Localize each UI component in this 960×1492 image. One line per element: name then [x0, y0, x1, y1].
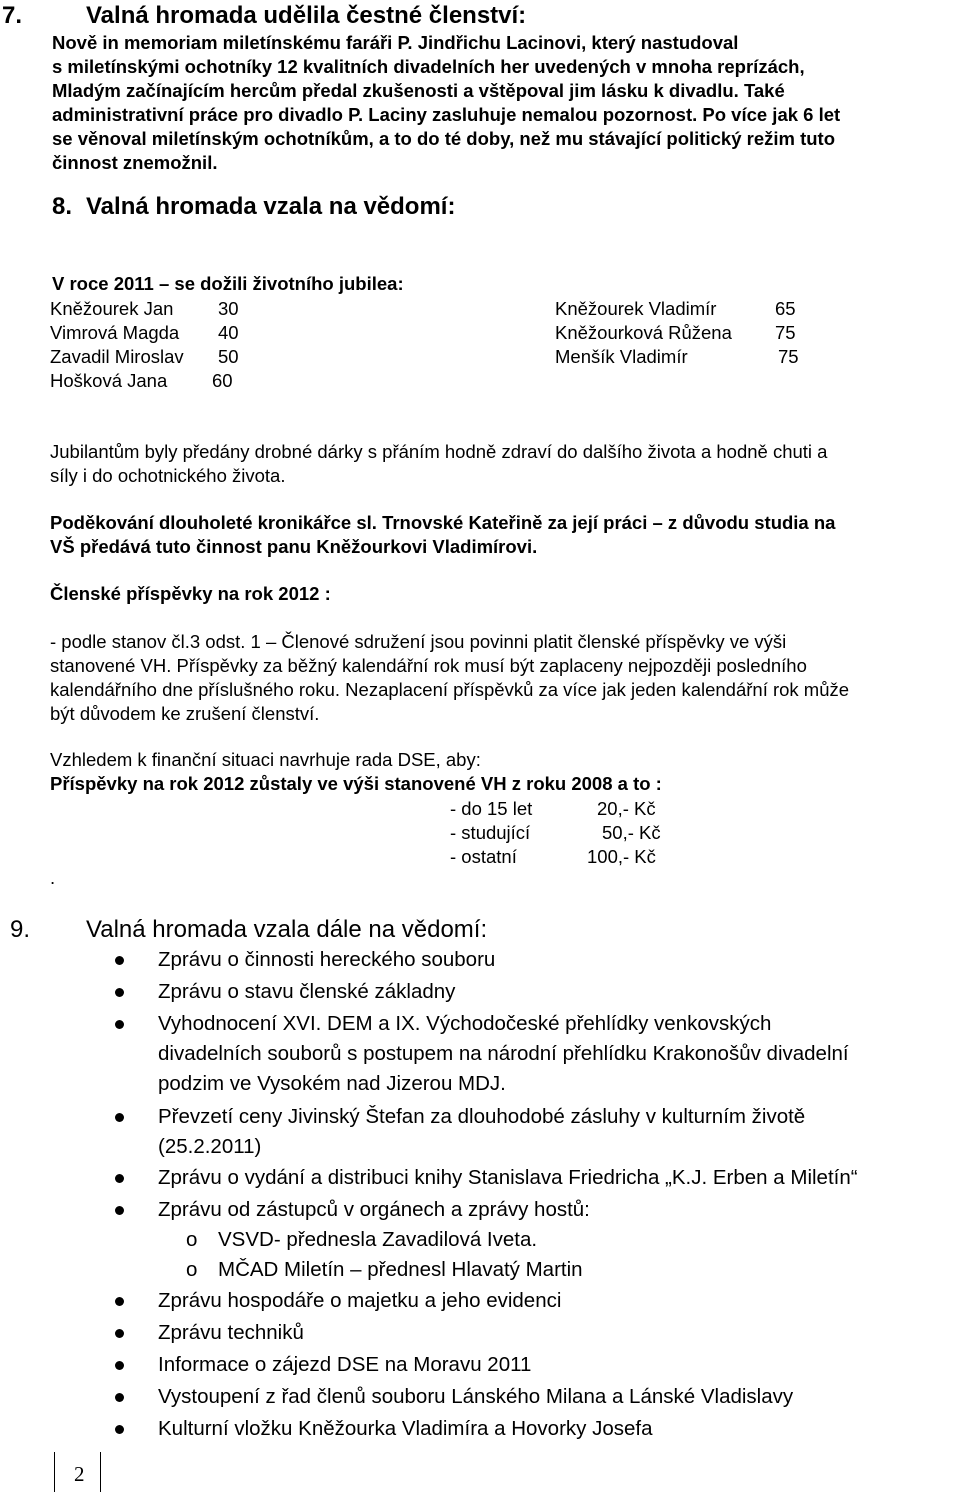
- list-item: Převzetí ceny Jivinský Štefan za dlouhodobé zásluhy v kulturním životě: [158, 1105, 806, 1128]
- section-7-line: s miletínskými ochotníky 12 kvalitních divadelních her uvedených v mnoha reprízách,: [52, 56, 805, 77]
- fee-rate-label: - studující: [450, 822, 531, 843]
- list-item: Zprávu hospodáře o majetku a jeho evidenci: [158, 1289, 562, 1312]
- jubilant-age: 65: [775, 298, 796, 319]
- section-7-line: činnost znemožnil.: [52, 152, 218, 173]
- list-item: Zprávu o vydání a distribuci knihy Stanislava Friedricha „K.J. Erben a Miletín“: [158, 1166, 858, 1189]
- jubilant-name: Hošková Jana: [50, 370, 168, 391]
- jubilant-name: Zavadil Miroslav: [50, 346, 184, 367]
- bullet-icon: [115, 988, 124, 997]
- jubilant-age: 30: [218, 298, 239, 319]
- subitem-marker: o: [186, 1228, 198, 1251]
- proposal-bold-line: Příspěvky na rok 2012 zůstaly ve výši stanovené VH z roku 2008 a to :: [50, 773, 662, 794]
- proposal-line: Vzhledem k finanční situaci navrhuje rada DSE, aby:: [50, 749, 481, 770]
- section-7-line: Mladým začínajícím hercům předal zkušenosti a vštěpoval jim lásku k divadlu. Také: [52, 80, 785, 101]
- list-item: Informace o zájezd DSE na Moravu 2011: [158, 1353, 532, 1376]
- list-item: Vystoupení z řad členů souboru Lánského Milana a Lánské Vladislavy: [158, 1385, 794, 1408]
- fees-line: být důvodem ke zrušení členství.: [50, 703, 320, 724]
- subitem-marker: o: [186, 1258, 198, 1281]
- list-item: Vyhodnocení XVI. DEM a IX. Východočeské přehlídky venkovských: [158, 1012, 772, 1035]
- jubilant-name: Menšík Vladimír: [555, 346, 688, 367]
- list-item: Kulturní vložku Kněžourka Vladimíra a Hovorky Josefa: [158, 1417, 653, 1440]
- bullet-icon: [115, 956, 124, 965]
- fee-rate-amount: 50,- Kč: [602, 822, 661, 843]
- thanks-line: Poděkování dlouholeté kronikářce sl. Trnovské Kateřině za její práci – z důvodu studia na: [50, 512, 836, 533]
- list-item-continuation: divadelních souborů s postupem na národní přehlídku Krakonošův divadelní: [158, 1042, 849, 1065]
- subitem: VSVD- přednesla Zavadilová Iveta.: [218, 1228, 538, 1251]
- jubilant-name: Kněžourek Jan: [50, 298, 174, 319]
- section-7-heading: Valná hromada udělila čestné členství:: [86, 2, 527, 29]
- jubilant-age: 60: [212, 370, 233, 391]
- list-item-continuation: podzim ve Vysokém nad Jizerou MDJ.: [158, 1072, 506, 1095]
- bullet-icon: [115, 1020, 124, 1029]
- jubilee-heading: V roce 2011 – se dožili životního jubilea:: [52, 273, 404, 294]
- gifts-line: Jubilantům byly předány drobné dárky s přáním hodně zdraví do dalšího života a hodně chuti a: [50, 441, 828, 462]
- list-item: Zprávu od zástupců v orgánech a zprávy hostů:: [158, 1198, 590, 1221]
- fee-rate-label: - do 15 let: [450, 798, 533, 819]
- list-item: Zprávu o činnosti hereckého souboru: [158, 948, 496, 971]
- fees-line: kalendářního dne příslušného roku. Nezaplacení příspěvků za více jak jeden kalendářní rok může: [50, 679, 850, 700]
- jubilant-name: Kněžourek Vladimír: [555, 298, 717, 319]
- bullet-icon: [115, 1361, 124, 1370]
- fee-rate-amount: 100,- Kč: [587, 846, 656, 867]
- fees-line: stanovené VH. Příspěvky za běžný kalendářní rok musí být zaplaceny nejpozději posledního: [50, 655, 807, 676]
- bullet-icon: [115, 1206, 124, 1215]
- bullet-icon: [115, 1425, 124, 1434]
- subitem: MČAD Miletín – přednesl Hlavatý Martin: [218, 1258, 583, 1281]
- page-number: 2: [74, 1462, 85, 1486]
- section-7-line: se věnoval miletínským ochotníkům, a to do té doby, než mu stávající politický režim tuto: [52, 128, 836, 149]
- section-9-number: 9.: [10, 916, 31, 943]
- stray-dot: .: [50, 867, 56, 888]
- section-8-heading: Valná hromada vzala na vědomí:: [86, 193, 456, 220]
- fees-line: - podle stanov čl.3 odst. 1 – Členové sdružení jsou povinni platit členské příspěvky ve výši: [50, 631, 787, 652]
- section-9-heading: Valná hromada vzala dále na vědomí:: [86, 916, 488, 943]
- list-item-continuation: (25.2.2011): [158, 1135, 262, 1158]
- jubilant-age: 75: [778, 346, 799, 367]
- jubilant-name: Vimrová Magda: [50, 322, 180, 343]
- jubilant-age: 50: [218, 346, 239, 367]
- jubilant-age: 75: [775, 322, 796, 343]
- section-7-number: 7.: [2, 2, 23, 29]
- jubilant-name: Kněžourková Růžena: [555, 322, 732, 343]
- bullet-icon: [115, 1297, 124, 1306]
- fee-rate-label: - ostatní: [450, 846, 517, 867]
- jubilant-age: 40: [218, 322, 239, 343]
- list-item: Zprávu o stavu členské základny: [158, 980, 456, 1003]
- list-item: Zprávu techniků: [158, 1321, 304, 1344]
- section-7-line: administrativní práce pro divadlo P. Laciny zasluhuje nemalou pozornost. Po více jak 6 let: [52, 104, 841, 125]
- section-7-line: Nově in memoriam miletínskému faráři P. Jindřichu Lacinovi, který nastudoval: [52, 32, 739, 53]
- bullet-icon: [115, 1329, 124, 1338]
- footer-rule-right: [100, 1452, 101, 1492]
- fee-rate-amount: 20,- Kč: [597, 798, 656, 819]
- bullet-icon: [115, 1393, 124, 1402]
- bullet-icon: [115, 1113, 124, 1122]
- footer-rule-left: [54, 1452, 55, 1492]
- gifts-line: síly i do ochotnického života.: [50, 465, 286, 486]
- fees-heading: Členské příspěvky na rok 2012 :: [50, 583, 331, 604]
- thanks-line: VŠ předává tuto činnost panu Kněžourkovi Vladimírovi.: [50, 536, 538, 557]
- section-8-number: 8.: [52, 193, 73, 220]
- bullet-icon: [115, 1174, 124, 1183]
